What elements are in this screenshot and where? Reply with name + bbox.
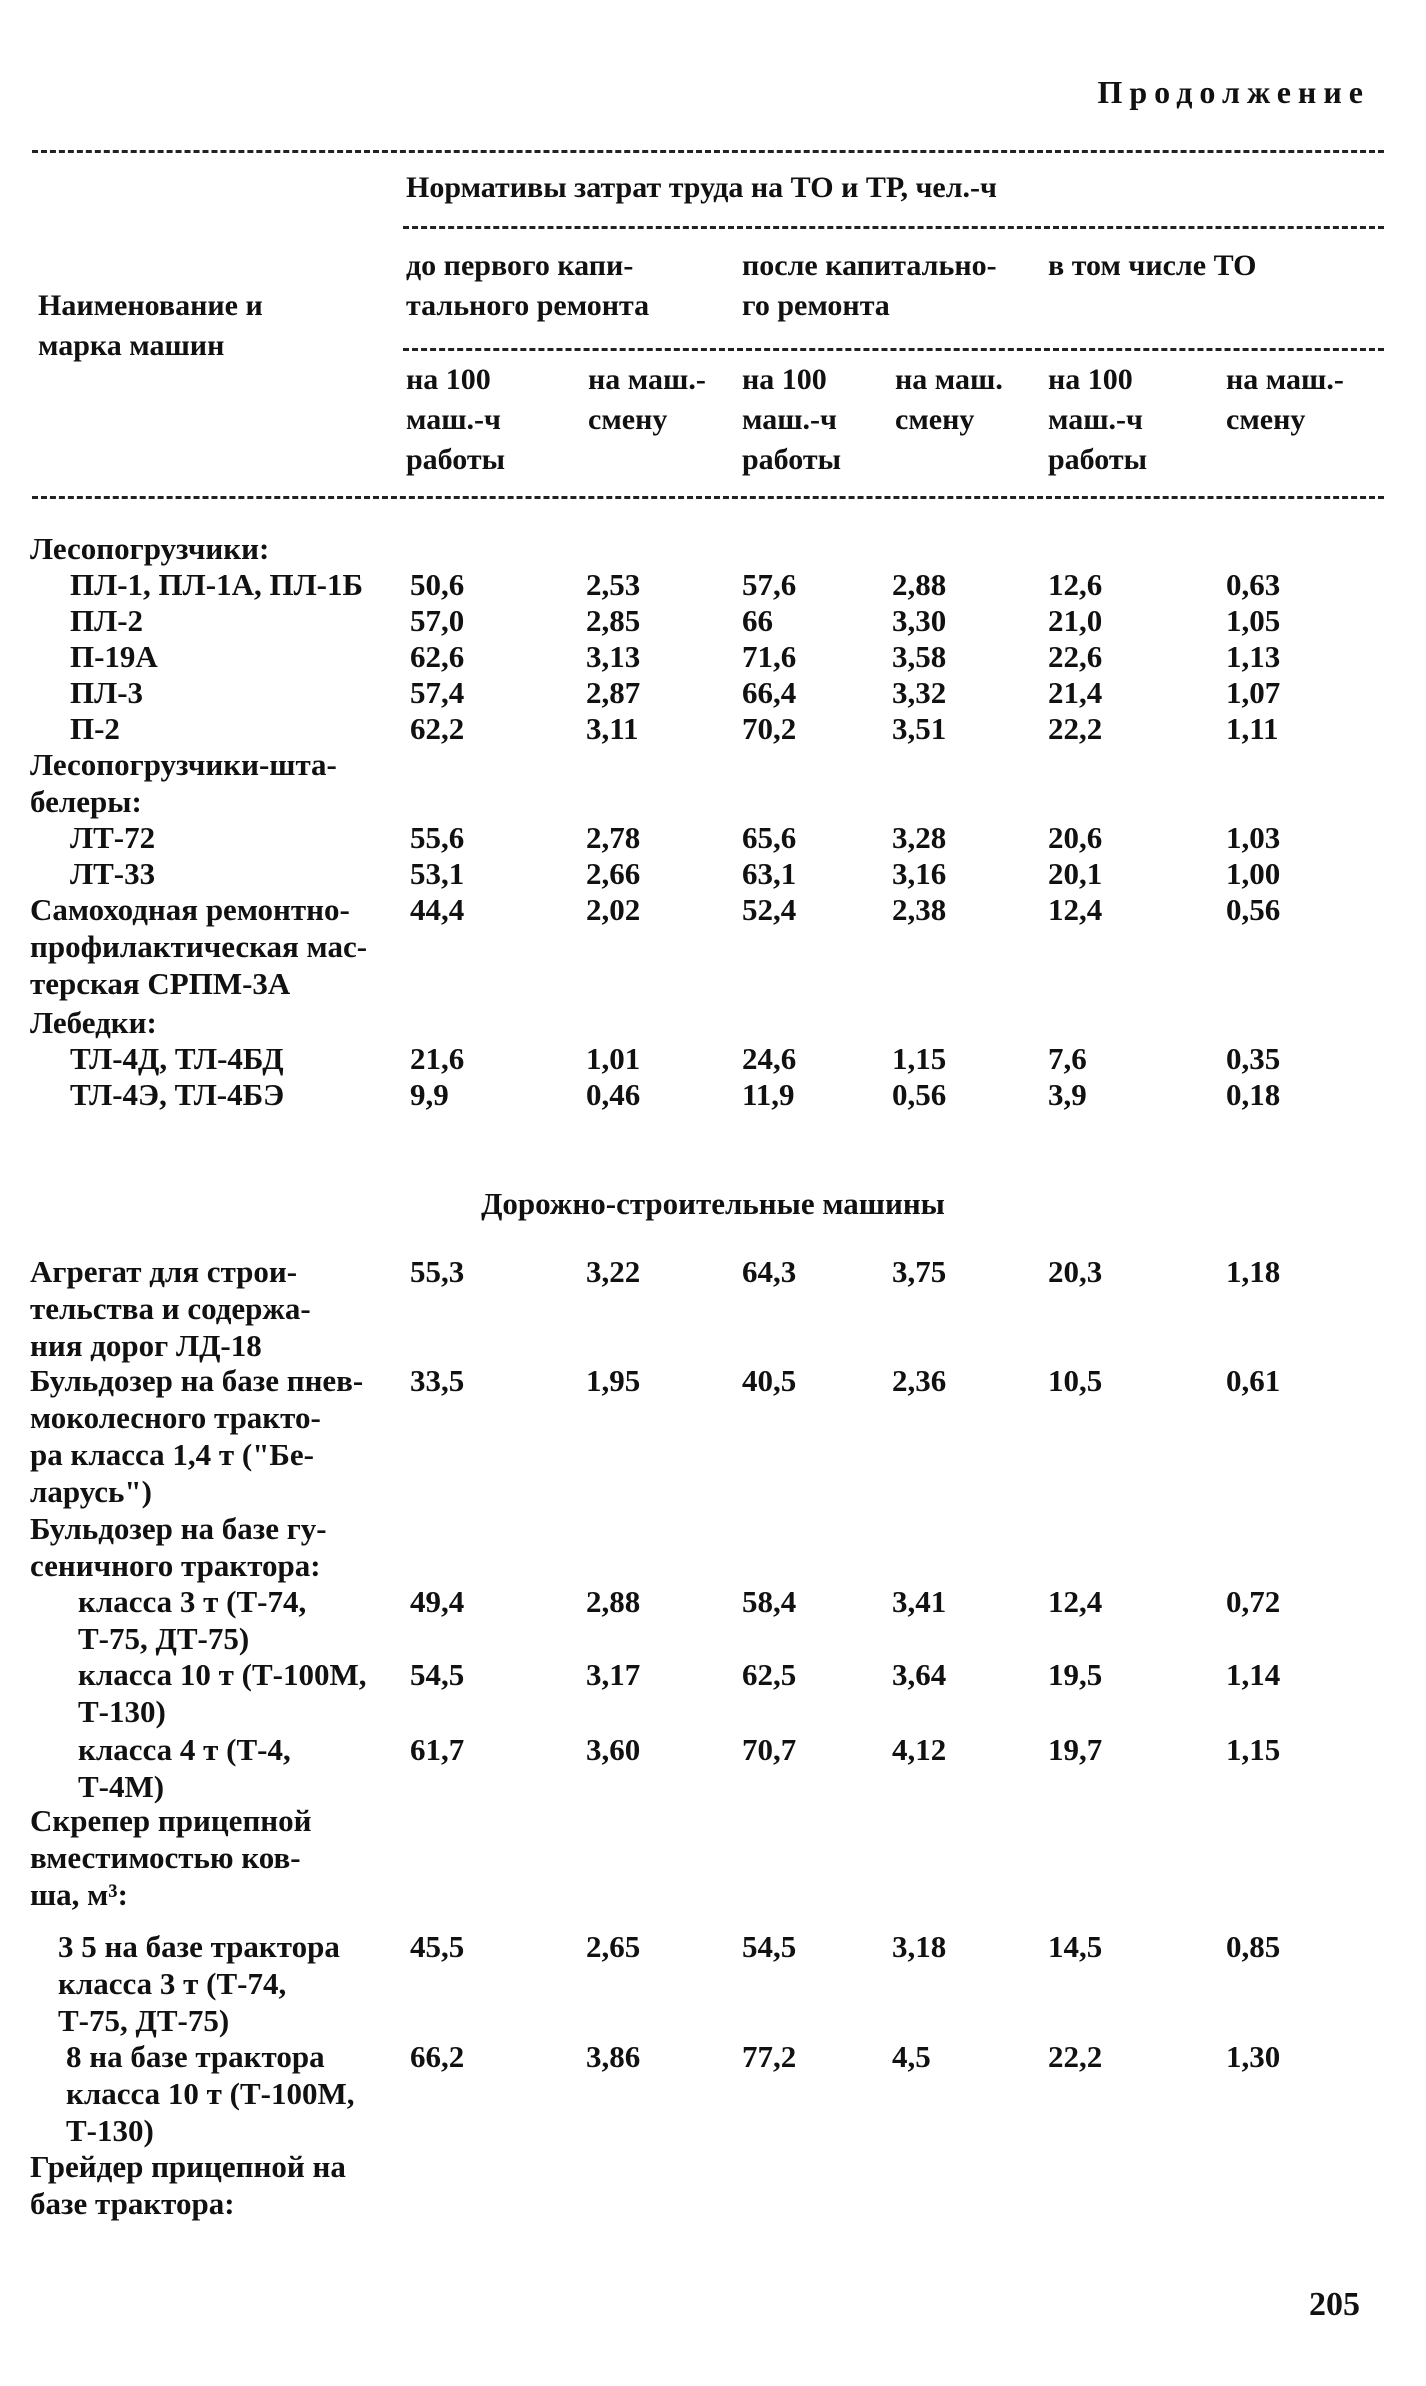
header-before-overhaul: до первого капи- тального ремонта [406, 249, 650, 322]
header-name-column: Наименование и марка машин [38, 289, 263, 362]
row-value-col2: 2,78 [586, 820, 641, 855]
row-name: Агрегат для строи- тельства и содержа- ния дорог ЛД-18 [30, 1254, 311, 1363]
header-unit-col4: на маш. смену [895, 363, 1003, 436]
row-value-col2: 3,17 [586, 1657, 641, 1692]
row-value-col2: 1,01 [586, 1041, 641, 1076]
header-unit-col1: на 100 маш.-ч работы [406, 363, 506, 476]
row-value-col5: 14,5 [1048, 1929, 1103, 1964]
header-bottom-rule [32, 496, 1384, 499]
row-value-col3: 24,6 [742, 1041, 797, 1076]
row-value-col2: 2,02 [586, 892, 641, 927]
row-value-col4: 4,5 [892, 2039, 931, 2074]
row-value-col1: 44,4 [410, 892, 465, 927]
row-value-col2: 3,22 [586, 1254, 641, 1289]
row-value-col6: 1,13 [1226, 639, 1281, 674]
row-value-col4: 2,88 [892, 567, 947, 602]
header-group-rule [403, 226, 1384, 229]
row-value-col1: 55,6 [410, 820, 465, 855]
row-value-col3: 66,4 [742, 675, 797, 710]
table-top-rule [32, 150, 1384, 153]
header-after-overhaul: после капитально- го ремонта [742, 249, 997, 322]
row-value-col5: 12,4 [1048, 892, 1103, 927]
row-value-col2: 2,53 [586, 567, 641, 602]
row-value-col4: 4,12 [892, 1732, 947, 1767]
row-value-col3: 66 [742, 603, 773, 638]
row-value-col1: 54,5 [410, 1657, 465, 1692]
row-value-col6: 0,63 [1226, 567, 1281, 602]
row-name: Лебедки: [30, 1005, 157, 1040]
row-value-col3: 77,2 [742, 2039, 797, 2074]
row-value-col5: 20,3 [1048, 1254, 1103, 1289]
row-value-col4: 0,56 [892, 1077, 947, 1112]
row-value-col1: 62,6 [410, 639, 465, 674]
row-value-col2: 3,11 [586, 711, 639, 746]
header-sub-rule [403, 348, 1384, 351]
row-value-col2: 3,60 [586, 1732, 641, 1767]
row-value-col3: 71,6 [742, 639, 797, 674]
row-value-col6: 0,85 [1226, 1929, 1281, 1964]
row-value-col1: 62,2 [410, 711, 465, 746]
row-value-col5: 12,6 [1048, 567, 1103, 602]
header-group-title: Нормативы затрат труда на ТО и ТР, чел.-ч [406, 171, 997, 204]
row-value-col4: 3,18 [892, 1929, 947, 1964]
row-value-col1: 33,5 [410, 1363, 465, 1398]
row-value-col1: 53,1 [410, 856, 465, 891]
row-name: 3 5 на базе трактора класса 3 т (Т-74, Т-75, ДТ-75) [58, 1929, 340, 2038]
row-value-col2: 0,46 [586, 1077, 641, 1112]
row-value-col5: 21,0 [1048, 603, 1103, 638]
row-name: ЛТ-33 [70, 856, 156, 891]
row-value-col3: 63,1 [742, 856, 797, 891]
header-including-to: в том числе ТО [1048, 249, 1257, 282]
row-name: П-19А [70, 639, 158, 674]
row-value-col2: 2,65 [586, 1929, 641, 1964]
row-value-col4: 3,32 [892, 675, 947, 710]
row-value-col6: 1,14 [1226, 1657, 1281, 1692]
row-name: ТЛ-4Д, ТЛ-4БД [70, 1041, 284, 1076]
row-value-col6: 0,72 [1226, 1584, 1281, 1619]
row-name: класса 3 т (Т-74, Т-75, ДТ-75) [78, 1584, 307, 1656]
page-number: 205 [1309, 2286, 1360, 2323]
row-value-col5: 20,6 [1048, 820, 1103, 855]
row-name: Лесопогрузчики: [30, 531, 270, 566]
header-unit-col2: на маш.- смену [588, 363, 706, 436]
row-value-col4: 3,64 [892, 1657, 947, 1692]
header-unit-col5: на 100 маш.-ч работы [1048, 363, 1148, 476]
row-value-col4: 3,41 [892, 1584, 947, 1619]
row-value-col5: 20,1 [1048, 856, 1103, 891]
row-value-col3: 70,7 [742, 1732, 797, 1767]
row-value-col5: 19,5 [1048, 1657, 1103, 1692]
row-value-col1: 55,3 [410, 1254, 465, 1289]
row-value-col4: 3,58 [892, 639, 947, 674]
row-value-col4: 2,38 [892, 892, 947, 927]
header-unit-col6: на маш.- смену [1226, 363, 1344, 436]
row-name: ТЛ-4Э, ТЛ-4БЭ [70, 1077, 285, 1112]
row-value-col2: 3,86 [586, 2039, 641, 2074]
row-value-col4: 3,30 [892, 603, 947, 638]
row-name: ПЛ-1, ПЛ-1А, ПЛ-1Б [70, 567, 363, 602]
row-value-col1: 21,6 [410, 1041, 465, 1076]
row-value-col1: 9,9 [410, 1077, 449, 1112]
row-value-col5: 22,6 [1048, 639, 1103, 674]
header-unit-col3: на 100 маш.-ч работы [742, 363, 842, 476]
row-value-col6: 0,61 [1226, 1363, 1281, 1398]
continuation-label: Продолжение [1097, 74, 1370, 110]
row-value-col3: 54,5 [742, 1929, 797, 1964]
row-value-col6: 1,03 [1226, 820, 1281, 855]
row-name: ЛТ-72 [70, 820, 156, 855]
row-value-col6: 0,56 [1226, 892, 1281, 927]
row-name: 8 на базе трактора класса 10 т (Т-100М, Т-130) [66, 2039, 355, 2148]
row-name: ПЛ-2 [70, 603, 144, 638]
row-value-col6: 1,11 [1226, 711, 1279, 746]
row-value-col2: 2,66 [586, 856, 641, 891]
row-value-col5: 12,4 [1048, 1584, 1103, 1619]
row-value-col4: 3,28 [892, 820, 947, 855]
row-value-col1: 57,0 [410, 603, 465, 638]
row-name: Бульдозер на базе гу- сеничного трактора: [30, 1511, 327, 1583]
row-value-col2: 1,95 [586, 1363, 641, 1398]
row-name: Скрепер прицепной вместимостью ков- ша, м³: [30, 1803, 312, 1912]
row-value-col6: 1,30 [1226, 2039, 1281, 2074]
row-value-col2: 3,13 [586, 639, 641, 674]
row-value-col2: 2,87 [586, 675, 641, 710]
row-name: П-2 [70, 711, 120, 746]
row-value-col1: 45,5 [410, 1929, 465, 1964]
row-value-col2: 2,85 [586, 603, 641, 638]
row-value-col1: 66,2 [410, 2039, 465, 2074]
row-value-col3: 64,3 [742, 1254, 797, 1289]
row-value-col5: 7,6 [1048, 1041, 1087, 1076]
row-value-col3: 40,5 [742, 1363, 797, 1398]
row-value-col5: 22,2 [1048, 711, 1103, 746]
row-value-col3: 11,9 [742, 1077, 795, 1112]
row-value-col4: 3,75 [892, 1254, 947, 1289]
row-name: Бульдозер на базе пнев- моколесного тракто- ра класса 1,4 т ("Бе- ларусь") [30, 1363, 364, 1509]
row-name: Самоходная ремонтно- профилактическая мас- терская СРПМ-3А [30, 892, 368, 1001]
row-name: Лесопогрузчики-шта- белеры: [30, 747, 337, 819]
row-value-col3: 58,4 [742, 1584, 797, 1619]
row-value-col3: 52,4 [742, 892, 797, 927]
row-name: ПЛ-3 [70, 675, 144, 710]
row-value-col6: 1,15 [1226, 1732, 1281, 1767]
row-value-col1: 50,6 [410, 567, 465, 602]
row-value-col4: 3,51 [892, 711, 947, 746]
row-name: Грейдер прицепной на базе трактора: [30, 2149, 346, 2221]
row-name: класса 10 т (Т-100М, Т-130) [78, 1657, 367, 1729]
row-value-col5: 21,4 [1048, 675, 1103, 710]
row-value-col4: 1,15 [892, 1041, 947, 1076]
row-value-col1: 49,4 [410, 1584, 465, 1619]
row-value-col3: 70,2 [742, 711, 797, 746]
row-value-col6: 1,00 [1226, 856, 1281, 891]
row-name: класса 4 т (Т-4, Т-4М) [78, 1732, 291, 1804]
row-value-col6: 0,35 [1226, 1041, 1281, 1076]
row-value-col3: 57,6 [742, 567, 797, 602]
row-value-col1: 61,7 [410, 1732, 465, 1767]
row-value-col3: 65,6 [742, 820, 797, 855]
row-value-col2: 2,88 [586, 1584, 641, 1619]
row-value-col1: 57,4 [410, 675, 465, 710]
row-value-col5: 19,7 [1048, 1732, 1103, 1767]
section-title: Дорожно-строительные машины [481, 1186, 945, 1221]
row-value-col5: 3,9 [1048, 1077, 1087, 1112]
row-value-col6: 0,18 [1226, 1077, 1281, 1112]
row-value-col5: 10,5 [1048, 1363, 1103, 1398]
row-value-col6: 1,05 [1226, 603, 1281, 638]
row-value-col6: 1,18 [1226, 1254, 1281, 1289]
row-value-col4: 3,16 [892, 856, 947, 891]
row-value-col3: 62,5 [742, 1657, 797, 1692]
row-value-col5: 22,2 [1048, 2039, 1103, 2074]
row-value-col6: 1,07 [1226, 675, 1281, 710]
row-value-col4: 2,36 [892, 1363, 947, 1398]
